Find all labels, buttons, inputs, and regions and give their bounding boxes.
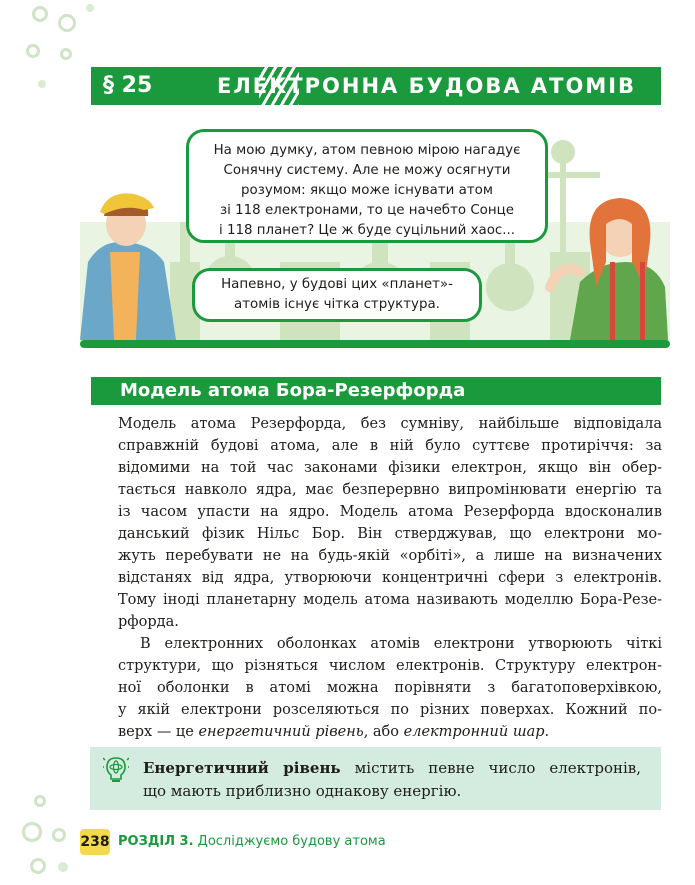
paragraph-line: ної оболонки в атомі можна порівняти з багатоповерхівкою,	[118, 680, 662, 696]
definition-term: Енергетичний рівень	[143, 759, 341, 777]
subsection-title: Модель атома Бора-Резерфорда	[120, 380, 466, 401]
paragraph-line	[118, 721, 549, 743]
definition-text	[143, 757, 643, 803]
paragraph-line: справжній будові атома, але в ній було суттєве протиріччя: за	[118, 438, 662, 454]
bubble-line: і 118 планет? Це ж буде суцільний хаос...	[218, 223, 516, 238]
definition-line: що мають приблизно однакову енергію.	[143, 782, 462, 800]
decor-dot	[58, 862, 68, 872]
paragraph-line: із часом упасти на ядро. Модель атома Резерфорда вдосконалив	[118, 504, 662, 520]
bubble-line: розумом: якщо може існувати атом	[241, 183, 493, 198]
paragraph-line: жуть перебувати не на будь-якій «орбіті», а лише на визначених	[118, 548, 662, 564]
paragraph-line: данський фізик Нільс Бор. Він стверджував, що електрони мо-	[118, 526, 662, 542]
decor-dot	[26, 44, 40, 58]
paragraph-line: В електронних оболонках атомів електрони утворюють чіткі	[140, 636, 662, 652]
chapter-title: Досліджуємо будову атома	[193, 834, 386, 849]
bubble-line: зі 118 електронами, то це начебто Сонце	[220, 203, 514, 218]
section-header	[91, 67, 661, 105]
floor-line	[80, 340, 670, 348]
speech-bubble-girl	[192, 268, 482, 322]
term-energy-level: енергетичний рівень	[198, 724, 364, 740]
paragraph-line: у якій електрони розселяються по різних поверхах. Кожний по-	[118, 702, 662, 718]
paragraph-line: структури, що різняться числом електронів. Структуру електрон-	[118, 658, 662, 674]
definition-line	[143, 757, 641, 780]
decor-dot	[52, 828, 66, 842]
decor-dot	[32, 6, 48, 22]
bubble-line: Сонячну систему. Але не можу осягнути	[223, 163, 511, 178]
bubble-line: На мою думку, атом певною мірою нагадує	[213, 143, 521, 158]
text-run: .	[544, 724, 550, 740]
decor-dot	[60, 48, 72, 60]
chapter-label	[118, 829, 386, 855]
subsection-header	[91, 377, 661, 405]
decor-dot	[30, 858, 46, 874]
lightbulb-atom-icon	[103, 756, 129, 788]
boy-figure	[80, 193, 176, 340]
term-electron-shell: електронний шар	[403, 724, 545, 740]
paragraph-line: тається навколо ядра, має безперервно випромінювати енергію та	[118, 482, 662, 498]
text-run: верх — це	[118, 724, 199, 740]
decor-dot	[58, 14, 76, 32]
text-run: , або	[363, 724, 404, 740]
bubble-line: атомів існує чітка структура.	[234, 297, 440, 312]
paragraph-line: відстанях від ядра, утворюючи концентричні сфери з електронів.	[118, 570, 662, 586]
speech-bubble-boy	[186, 129, 548, 243]
chapter-number: РОЗДІЛ 3.	[118, 834, 194, 849]
text-run: містить певне число електронів,	[340, 759, 641, 777]
paragraph-line: Тому іноді планетарну модель атома називають моделлю Бора-Резе-	[118, 592, 662, 608]
decor-dot	[34, 795, 46, 807]
section-number: § 25	[103, 73, 153, 98]
decor-dot	[38, 80, 46, 88]
decor-dot	[22, 822, 42, 842]
section-title: ЕЛЕКТРОННА БУДОВА АТОМІВ	[217, 74, 637, 98]
decor-dot	[86, 4, 94, 12]
paragraph-line: Модель атома Резерфорда, без сумніву, найбільше відповідала	[118, 416, 662, 432]
page-number: 238	[80, 829, 110, 855]
definition-note	[90, 747, 661, 810]
bubble-line: Напевно, у будові цих «планет»-	[221, 277, 453, 292]
paragraph-line: відомими на той час законами фізики електрон, якщо він обер-	[118, 460, 662, 476]
paragraph-line: рфорда.	[118, 614, 179, 630]
